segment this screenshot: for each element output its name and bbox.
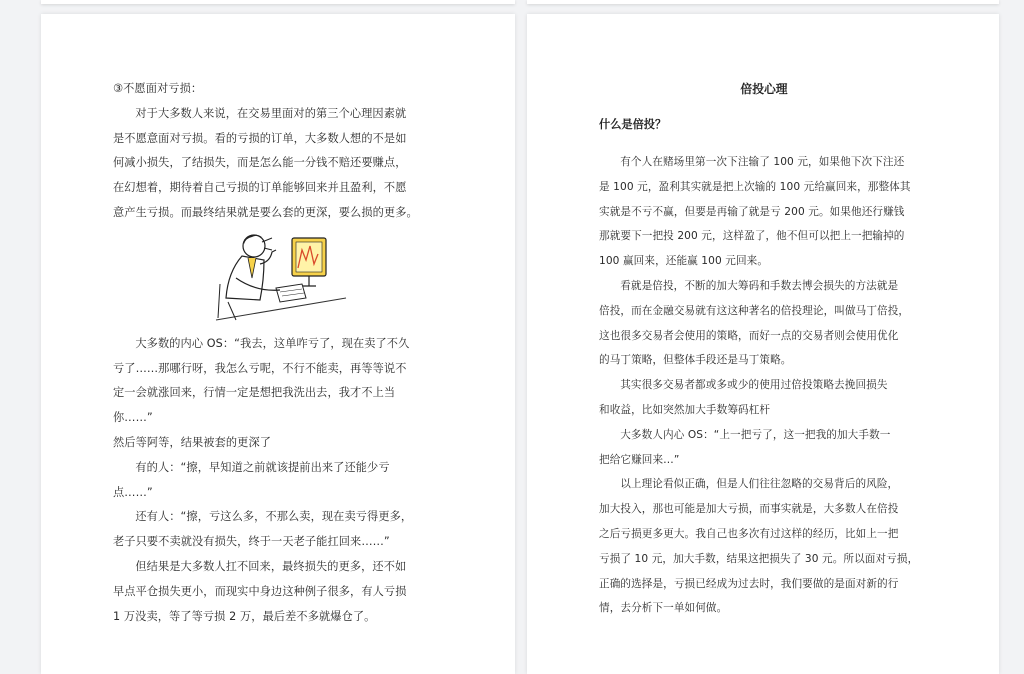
paragraph-line: 大多数的内心 OS：“我去，这单咋亏了，现在卖了不久	[135, 336, 410, 350]
paragraph-line: 在幻想着，期待着自己亏损的订单能够回来并且盈利，不愿	[113, 181, 407, 195]
paragraph-line: 以上理论看似正确，但是人们往往忽略的交易背后的风险，	[620, 478, 899, 491]
paragraph-line: 你……”	[113, 411, 153, 425]
paragraph-line: 1 万没卖，等了等亏损 2 万，最后差不多就爆仓了。	[113, 609, 376, 623]
document-page-right	[527, 14, 999, 674]
paragraph-line: 是 100 元，盈利其实就是把上次输的 100 元给赢回来，那整体其	[599, 180, 911, 193]
paragraph-line: 对于大多数人来说，在交易里面对的第三个心理因素就	[135, 106, 407, 120]
paragraph-line: 亏了……那哪行呀，我怎么亏呢，不行不能卖，再等等说不	[113, 361, 407, 375]
paragraph-line: 早点平仓损失更小，而现实中身边这种例子很多，有人亏损	[113, 584, 407, 598]
paragraph-line: 正确的选择是，亏损已经成为过去时，我们要做的是面对新的行	[599, 577, 899, 590]
paragraph-line: 点……”	[113, 485, 153, 499]
paragraph-line: 这也很多交易者会使用的策略，而好一点的交易者则会使用优化	[599, 329, 899, 342]
paragraph-line: 看就是倍投，不断的加大筹码和手数去博会损失的方法就是	[620, 279, 899, 292]
paragraph-line: 把给它赚回来…”	[599, 453, 680, 466]
paragraph-line: 加大投入，那也可能是加大亏损，而事实就是，大多数人在倍投	[599, 503, 899, 516]
paragraph-line: 情，去分析下一单如何做。	[599, 602, 728, 615]
paragraph-line: 其实很多交易者都或多或少的使用过倍投策略去挽回损失	[620, 379, 888, 392]
section-subheading: 什么是倍投？	[599, 118, 667, 131]
paragraph-line: 然后等阿等，结果被套的更深了	[113, 435, 272, 449]
paragraph-line: 亏损了 10 元，加大手数，结果这把损失了 30 元。所以面对亏损，	[599, 552, 919, 565]
list-heading: ③不愿面对亏损：	[113, 82, 203, 95]
previous-page-left-edge	[41, 0, 515, 4]
trader-at-monitor-drawing	[206, 228, 356, 328]
document-page-left	[41, 14, 515, 674]
previous-page-right-edge	[527, 0, 999, 4]
paragraph-line: 有的人：“擦，早知道之前就该提前出来了还能少亏	[135, 460, 390, 474]
paragraph-line: 还有人：“擦，亏这么多，不那么卖，现在卖亏得更多，	[135, 510, 413, 524]
paragraph-line: 何减小损失，了结损失，而是怎么能一分钱不赔还要赚点，	[113, 156, 407, 170]
paragraph-line: 是不愿意面对亏损。看的亏损的订单，大多数人想的不是如	[113, 131, 407, 145]
paragraph-line: 大多数人内心 OS：“上一把亏了，这一把我的加大手数一	[620, 428, 891, 441]
paragraph-line: 的马丁策略，但整体手段还是马丁策略。	[599, 354, 792, 367]
illustration-stressed-trader	[113, 228, 449, 332]
paragraph-line: 那就要下一把投 200 元，这样盈了，他不但可以把上一把输掉的	[599, 230, 905, 243]
section-title: 倍投心理	[740, 82, 788, 96]
paragraph-line: 意产生亏损。而最终结果就是要么套的更深，要么损的更多。	[113, 205, 418, 219]
paragraph-line: 有个人在赌场里第一次下注输了 100 元，如果他下次下注还	[620, 156, 905, 168]
paragraph-line: 定一会就涨回来，行情一定是想把我洗出去，我才不上当	[113, 386, 396, 400]
paragraph-line: 老子只要不卖就没有损失，终于一天老子能扛回来……”	[113, 535, 390, 549]
paragraph-line: 和收益，比如突然加大手数筹码杠杆	[599, 403, 771, 416]
paragraph-line: 实就是不亏不赢，但要是再输了就是亏 200 元。如果他还行赚钱	[599, 205, 905, 218]
paragraph-line: 但结果是大多数人扛不回来，最终损失的更多，还不如	[135, 559, 407, 573]
paragraph-line: 之后亏损更多更大。我自己也多次有过这样的经历，比如上一把	[599, 527, 899, 540]
paragraph-line: 100 赢回来，还能赢 100 元回来。	[599, 255, 769, 268]
paragraph-line: 倍投，而在金融交易就有这这种著名的倍投理论，叫做马丁倍投，	[599, 304, 910, 317]
